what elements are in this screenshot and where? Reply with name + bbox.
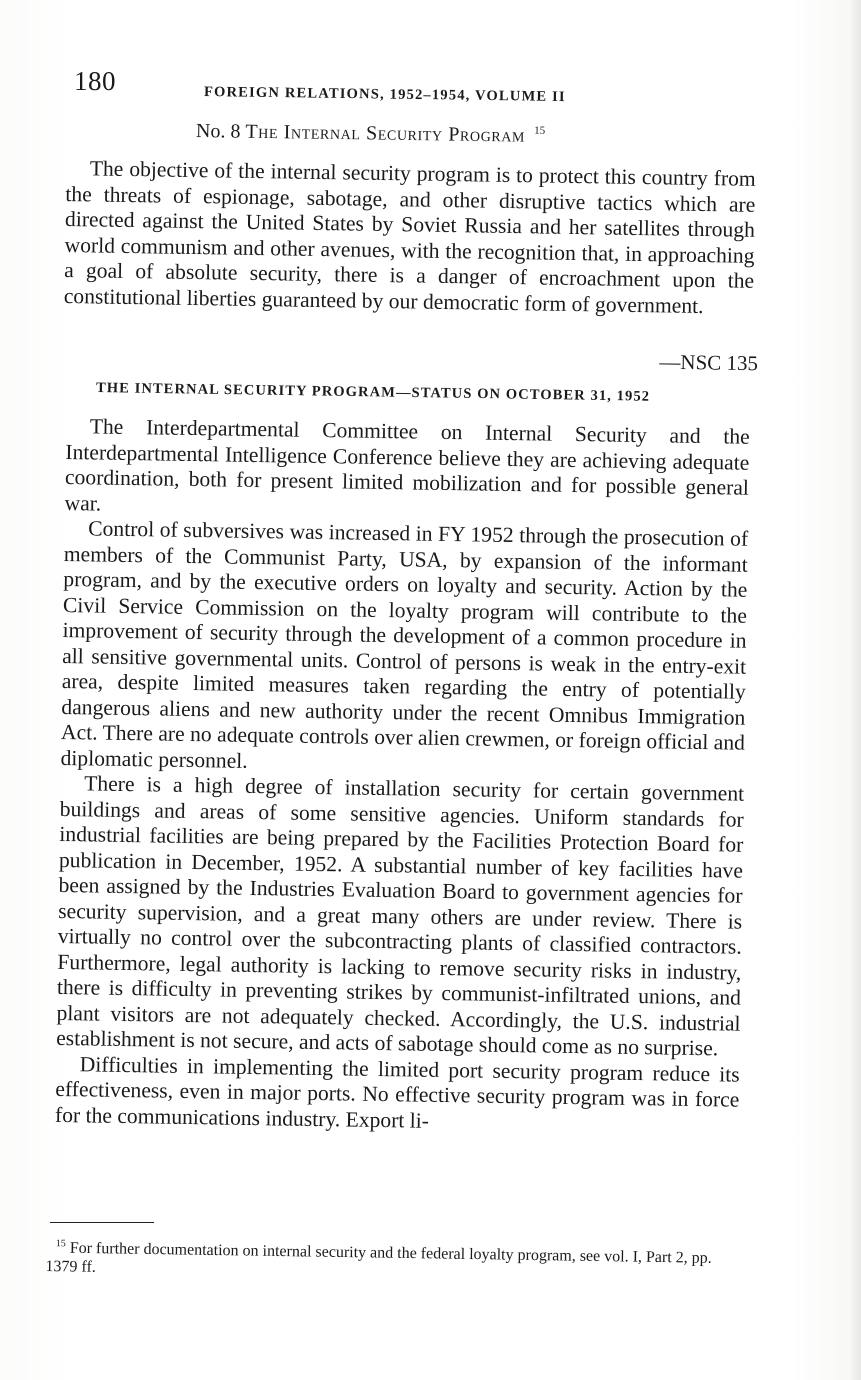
main-text [55, 414, 750, 1139]
epigraph-text: The objective of the internal security program is to protect this country from the threats of espionage, sabotage, and other disruptive tactics which are directed against the United States by Soviet Russia and her satellites through world communism and other avenues, with the recognition that, in approaching a goal of absolute security, there is a danger of encroachment upon the constitutional liberties guaranteed by our democratic form of government. [63, 156, 756, 318]
epigraph [64, 156, 756, 320]
paragraph: The Interdepartmental Committee on Internal Security and the Interdepartmental Intelligence Conference believe they are achieving adequate coordination, both for present limited mobilization and for possible general war. [64, 414, 750, 516]
paragraph: There is a high degree of installation security for certain government buildings and areas of some sensitive agencies. Uniform standards for industrial facilities are being prepared by the Facilities Protection Board for publication in December, 1952. A substantial number of key facilities have been assigned by the Industries Evaluation Board to government agencies for security supervision, and a great many others are under review. There is virtually no control over the subcontracting plants of classified contractors. Furthermore, legal authority is lacking to remove security risks in industry, there is difficulty in preventing strikes by communist-infiltrated unions, and plant visitors are not adequately checked. Accordingly, the U.S. industrial establishment is not secure, and acts of sabotage should come as no surprise. [56, 771, 745, 1061]
footnote-reference[interactable]: 15 [534, 125, 546, 138]
paragraph: Difficulties in implementing the limited port security program reduce its effectiveness, even in major ports. No effective security program was in force for the communications industry. Export li- [54, 1051, 740, 1133]
page-edge-shadow [851, 0, 861, 1380]
paragraph: Control of subversives was increased in FY 1952 through the prosecution of members of the Communist Party, USA, by expansion of the informant program, and by the executive orders on loyalty and security. Action by the Civil Service Commission on the loyalty program will contribute to the improvement of security through the development of a common procedure in all sensitive governmental units. Control of persons is weak in the entry-exit area, despite limited measures taken regarding the entry of potentially dangerous aliens and new authority under the recent Omnibus Immigration Act. There are no adequate controls over alien crewmen, or foreign official and diplomatic personnel. [60, 516, 749, 773]
document-number: No. 8 [195, 120, 241, 143]
footnote-marker: 15 [55, 1238, 66, 1250]
page-number: 180 [74, 66, 116, 96]
running-head: FOREIGN RELATIONS, 1952–1954, VOLUME II [203, 84, 566, 106]
document-title [196, 120, 545, 148]
footnote-rule [50, 1222, 154, 1223]
footnote [45, 1234, 736, 1287]
epigraph-attribution: —NSC 135 [659, 349, 759, 376]
section-heading: THE INTERNAL SECURITY PROGRAM—STATUS ON OCTOBER 31, 1952 [95, 380, 651, 405]
footnote-text: For further documentation on internal security and the federal loyalty program, see vol. I, Part 2, pp. 1379 ff. [45, 1239, 712, 1277]
document-title-text: The Internal Security Program [245, 120, 526, 147]
